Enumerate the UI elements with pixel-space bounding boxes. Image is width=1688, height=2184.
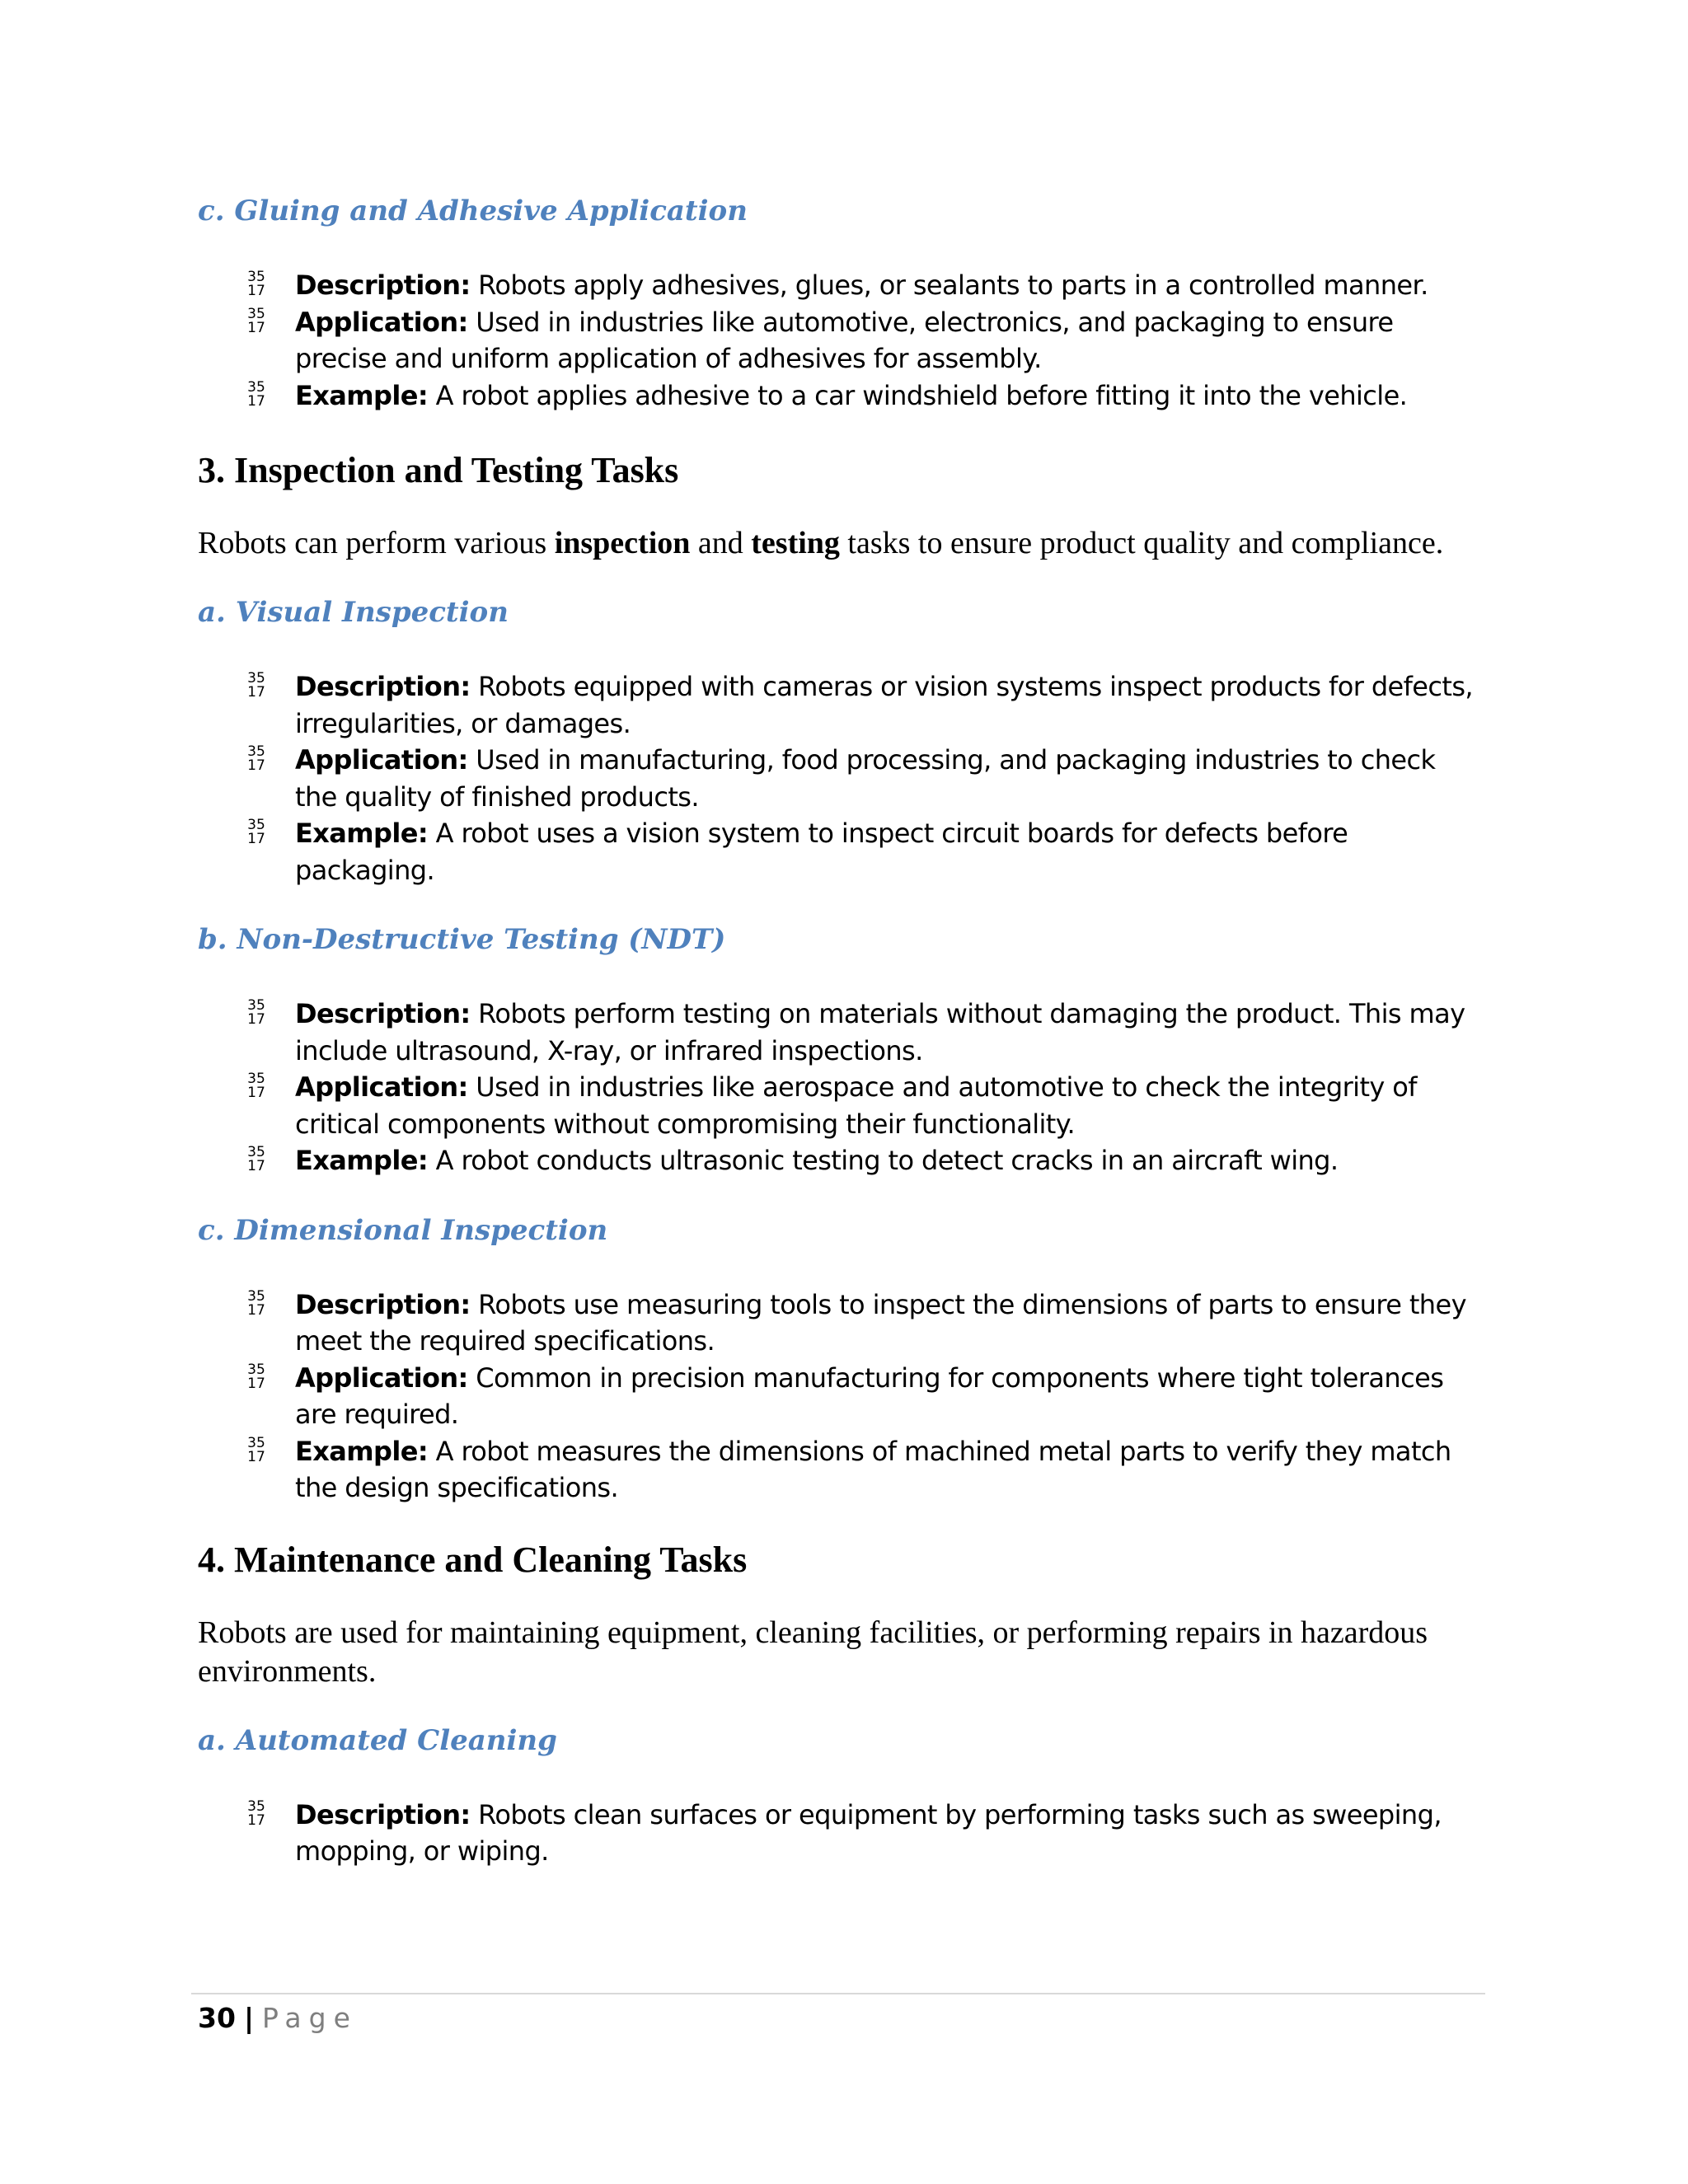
subheading-visual-inspection: a. Visual Inspection <box>198 596 509 629</box>
bullet-icon: 35 17 <box>247 378 265 410</box>
document-page <box>198 190 1484 1870</box>
list-item: 35 17 Example: A robot measures the dimensions of machined metal parts to verify they match the design specifications. <box>198 1433 1484 1507</box>
list-item: 35 17 Description: Robots perform testing on materials without damaging the product. This may include ultrasound, X-ray, or infrared inspections. <box>198 996 1484 1069</box>
list-item: 35 17 Description: Robots equipped with cameras or vision systems inspect products for defects, irregularities, or damages. <box>198 668 1484 742</box>
ndt-list <box>198 996 1484 1179</box>
bullet-icon: 35 17 <box>247 305 265 336</box>
bullet-icon: 35 17 <box>247 817 265 847</box>
list-item: 35 17 Example: A robot applies adhesive to a car windshield before fitting it into the vehicle. <box>198 377 1484 415</box>
heading-maintenance-cleaning: 4. Maintenance and Cleaning Tasks <box>198 1539 748 1580</box>
bullet-icon: 35 17 <box>247 743 265 774</box>
list-item: 35 17 Application: Used in industries like aerospace and automotive to check the integrity of critical components without compromising their functionality. <box>198 1069 1484 1142</box>
bullet-icon: 35 17 <box>247 670 265 701</box>
dimensional-inspection-list <box>198 1286 1484 1507</box>
heading-inspection-testing: 3. Inspection and Testing Tasks <box>198 450 679 490</box>
page-footer <box>198 2000 358 2036</box>
footer-separator: | <box>243 2002 254 2034</box>
list-item: 35 17 Description: Robots clean surfaces or equipment by performing tasks such as sweeping, mopping, or wiping. <box>198 1797 1484 1870</box>
footer-divider <box>191 1993 1485 1994</box>
subheading-ndt: b. Non-Destructive Testing (NDT) <box>198 923 726 956</box>
intro-inspection-testing: Robots can perform various inspection and testing tasks to ensure product quality and compliance. <box>198 526 1444 560</box>
bullet-icon: 35 17 <box>247 1071 265 1101</box>
list-item: 35 17 Description: Robots use measuring tools to inspect the dimensions of parts to ensure they meet the required specifications. <box>198 1286 1484 1360</box>
visual-inspection-list <box>198 668 1484 888</box>
list-item: 35 17 Example: A robot uses a vision system to inspect circuit boards for defects before packaging. <box>198 815 1484 888</box>
list-item: 35 17 Description: Robots apply adhesives, glues, or sealants to parts in a controlled manner. <box>198 267 1484 304</box>
subheading-automated-cleaning: a. Automated Cleaning <box>198 1723 557 1757</box>
bullet-icon: 35 17 <box>247 1797 265 1829</box>
list-item: 35 17 Application: Common in precision manufacturing for components where tight tolerances are required. <box>198 1360 1484 1433</box>
bullet-icon: 35 17 <box>247 1361 265 1392</box>
subheading-dimensional-inspection: c. Dimensional Inspection <box>198 1213 608 1247</box>
page-word: Page <box>262 2002 358 2034</box>
bullet-icon: 35 17 <box>247 1434 265 1465</box>
list-item: 35 17 Example: A robot conducts ultrasonic testing to detect cracks in an aircraft wing. <box>198 1142 1484 1179</box>
intro-maintenance-cleaning: Robots are used for maintaining equipment, cleaning facilities, or performing repairs in hazardous environments. <box>198 1615 1428 1689</box>
list-item: 35 17 Application: Used in industries like automotive, electronics, and packaging to ensure precise and uniform application of adhesives for assembly. <box>198 304 1484 377</box>
bullet-icon: 35 17 <box>247 997 265 1028</box>
page-number: 30 <box>198 2002 236 2034</box>
bullet-icon: 35 17 <box>247 1287 265 1319</box>
automated-cleaning-list <box>198 1797 1484 1870</box>
bullet-icon: 35 17 <box>247 269 265 299</box>
subheading-gluing: c. Gluing and Adhesive Application <box>198 194 748 227</box>
bullet-icon: 35 17 <box>247 1144 265 1174</box>
list-item: 35 17 Application: Used in manufacturing, food processing, and packaging industries to check the quality of finished products. <box>198 742 1484 815</box>
gluing-list <box>198 267 1484 414</box>
